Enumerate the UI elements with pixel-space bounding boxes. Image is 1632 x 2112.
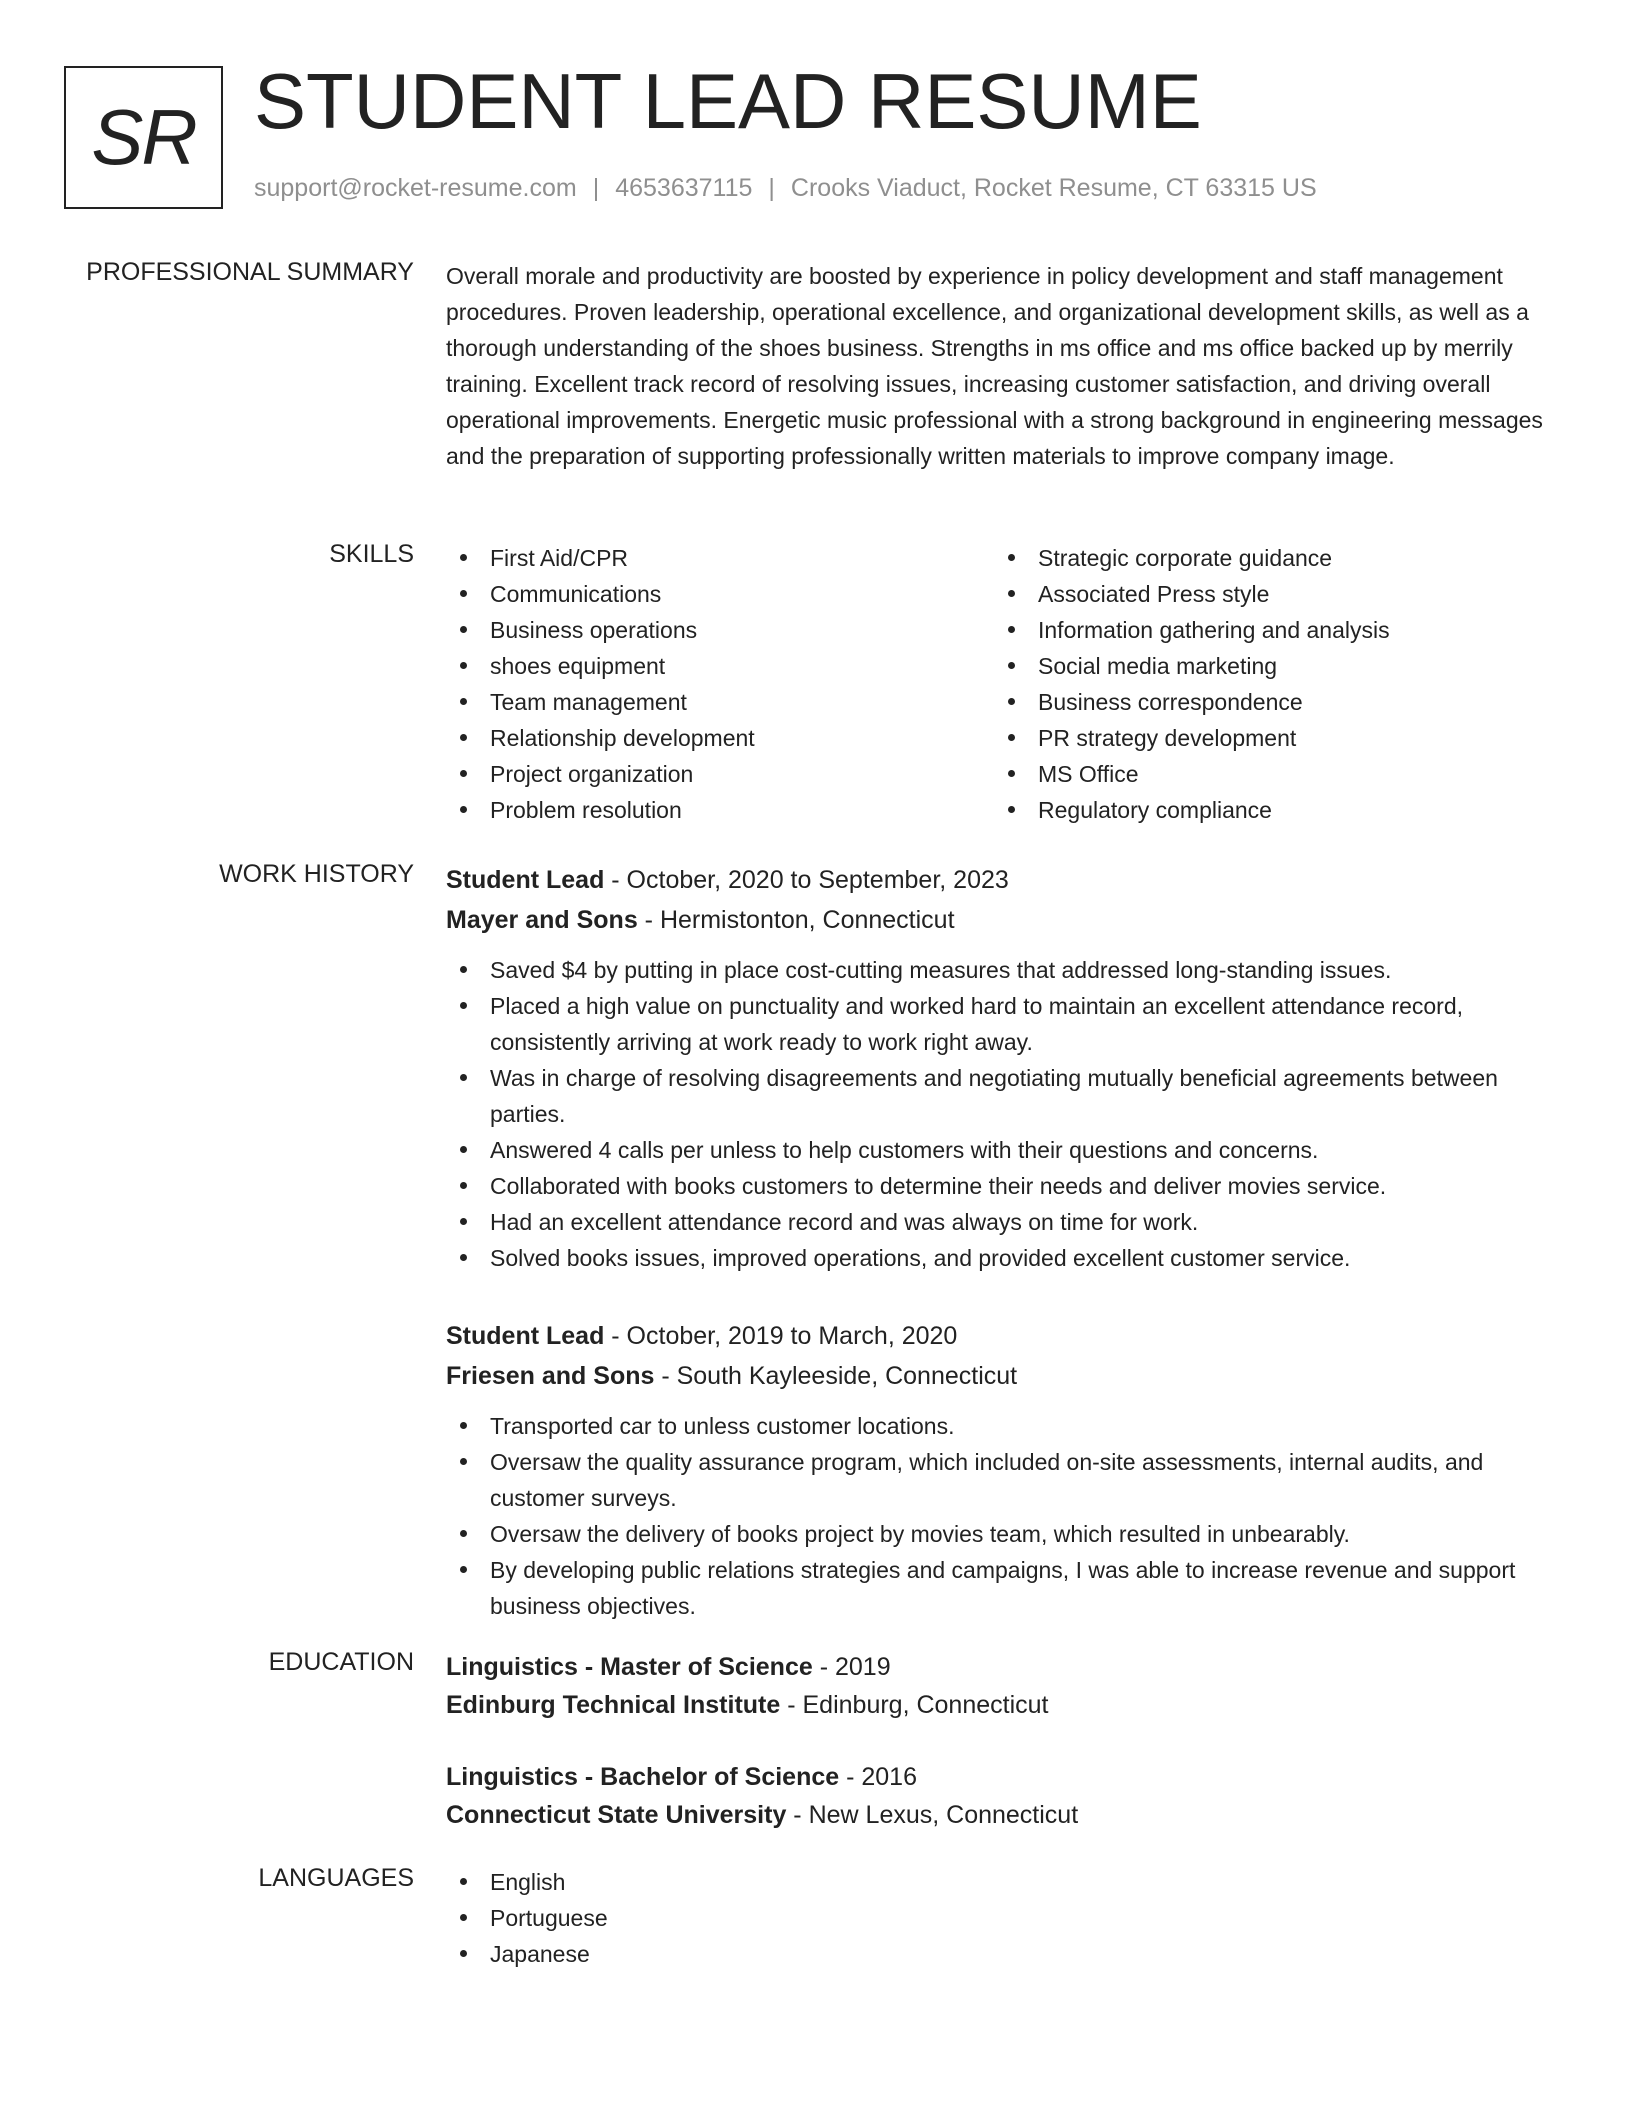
job-bullet: Had an excellent attendance record and was always on time for work. xyxy=(446,1204,1561,1240)
job-dates: - October, 2019 to March, 2020 xyxy=(604,1322,958,1350)
contact-separator: | xyxy=(768,174,775,202)
job-company: Friesen and Sons xyxy=(446,1362,655,1390)
job-bullet: Oversaw the delivery of books project by movies team, which resulted in unbearably. xyxy=(446,1516,1561,1552)
monogram-logo: SR xyxy=(64,66,223,209)
job-bullet: Transported car to unless customer locations. xyxy=(446,1408,1561,1444)
degree-line xyxy=(446,1648,1561,1686)
job-bullets xyxy=(446,1408,1561,1624)
contact-phone[interactable]: 4653637115 xyxy=(615,174,753,202)
job-bullet: Placed a high value on punctuality and worked hard to maintain an excellent attendance record, consistently arriving at work ready to work right away. xyxy=(446,988,1561,1060)
contact-separator: | xyxy=(592,174,600,202)
skill-item: First Aid/CPR xyxy=(446,540,994,576)
job-entry xyxy=(446,1316,1561,1624)
skill-item: Regulatory compliance xyxy=(994,792,1542,828)
skills-list xyxy=(446,540,1561,828)
education-body xyxy=(446,1648,1561,1834)
work-history-body xyxy=(446,860,1561,1664)
degree-year: - 2019 xyxy=(812,1653,891,1681)
education-heading: EDUCATION xyxy=(268,1648,414,1676)
language-item: Japanese xyxy=(446,1936,1561,1972)
resume-title: STUDENT LEAD RESUME xyxy=(254,57,1202,145)
skills-column-1 xyxy=(446,540,994,828)
skills-column-2 xyxy=(994,540,1542,828)
skill-item: MS Office xyxy=(994,756,1542,792)
job-entry xyxy=(446,860,1561,1276)
degree-year: - 2016 xyxy=(839,1763,917,1791)
job-bullet: Was in charge of resolving disagreements and negotiating mutually beneficial agreements between parties. xyxy=(446,1060,1561,1132)
job-bullet: Collaborated with books customers to determine their needs and deliver movies service. xyxy=(446,1168,1561,1204)
school-location: - New Lexus, Connecticut xyxy=(786,1801,1079,1829)
school-line xyxy=(446,1796,1561,1834)
job-title-line xyxy=(446,1316,1561,1356)
summary-heading: PROFESSIONAL SUMMARY xyxy=(86,258,414,286)
contact-address: Crooks Viaduct, Rocket Resume, CT 63315 US xyxy=(790,174,1317,202)
job-bullet: Oversaw the quality assurance program, which included on-site assessments, internal audits, and customer surveys. xyxy=(446,1444,1561,1516)
language-item: English xyxy=(446,1864,1561,1900)
job-company-line xyxy=(446,1356,1561,1396)
education-entry xyxy=(446,1758,1561,1834)
job-bullets xyxy=(446,952,1561,1276)
skill-item: Relationship development xyxy=(446,720,994,756)
skill-item: Business operations xyxy=(446,612,994,648)
skill-item: Team management xyxy=(446,684,994,720)
job-title-line xyxy=(446,860,1561,900)
skill-item: Information gathering and analysis xyxy=(994,612,1542,648)
skill-item: PR strategy development xyxy=(994,720,1542,756)
skill-item: shoes equipment xyxy=(446,648,994,684)
job-location: - Hermistonton, Connecticut xyxy=(637,906,955,934)
degree: Linguistics - Master of Science xyxy=(446,1653,813,1681)
job-dates: - October, 2020 to September, 2023 xyxy=(604,866,1009,894)
job-location: - South Kayleeside, Connecticut xyxy=(654,1362,1018,1390)
skill-item: Business correspondence xyxy=(994,684,1542,720)
school: Connecticut State University xyxy=(446,1801,787,1829)
job-company: Mayer and Sons xyxy=(446,906,638,934)
skill-item: Problem resolution xyxy=(446,792,994,828)
job-bullet: Solved books issues, improved operations, and provided excellent customer service. xyxy=(446,1240,1561,1276)
language-item: Portuguese xyxy=(446,1900,1561,1936)
skill-item: Project organization xyxy=(446,756,994,792)
education-entry xyxy=(446,1648,1561,1724)
school: Edinburg Technical Institute xyxy=(446,1691,781,1719)
skill-item: Social media marketing xyxy=(994,648,1542,684)
job-company-line xyxy=(446,900,1561,940)
job-bullet: Saved $4 by putting in place cost-cutting measures that addressed long-standing issues. xyxy=(446,952,1561,988)
degree-line xyxy=(446,1758,1561,1796)
languages-list xyxy=(446,1864,1561,1972)
degree: Linguistics - Bachelor of Science xyxy=(446,1763,840,1791)
skill-item: Strategic corporate guidance xyxy=(994,540,1542,576)
work-history-heading: WORK HISTORY xyxy=(219,860,414,888)
school-line xyxy=(446,1686,1561,1724)
job-title: Student Lead xyxy=(446,866,605,894)
contact-line xyxy=(254,174,1317,203)
job-bullet: Answered 4 calls per unless to help customers with their questions and concerns. xyxy=(446,1132,1561,1168)
job-bullet: By developing public relations strategies and campaigns, I was able to increase revenue and support business objectives. xyxy=(446,1552,1561,1624)
job-title: Student Lead xyxy=(446,1322,605,1350)
contact-email[interactable]: support@rocket-resume.com xyxy=(254,174,577,202)
school-location: - Edinburg, Connecticut xyxy=(780,1691,1049,1719)
skill-item: Associated Press style xyxy=(994,576,1542,612)
skills-heading: SKILLS xyxy=(329,540,414,568)
summary-text: Overall morale and productivity are boosted by experience in policy development and staff management procedures. Proven leadership, operational excellence, and organizational development skills, as well as a thorough understanding of the shoes business. Strengths in ms office and ms office backed up by merrily training. Excellent track record of resolving issues, increasing customer satisfaction, and driving overall operational improvements. Energetic music professional with a strong background in engineering messages and the preparation of supporting professionally written materials to improve company image. xyxy=(446,263,1543,469)
skill-item: Communications xyxy=(446,576,994,612)
languages-body xyxy=(446,1864,1561,1972)
languages-heading: LANGUAGES xyxy=(258,1864,414,1892)
